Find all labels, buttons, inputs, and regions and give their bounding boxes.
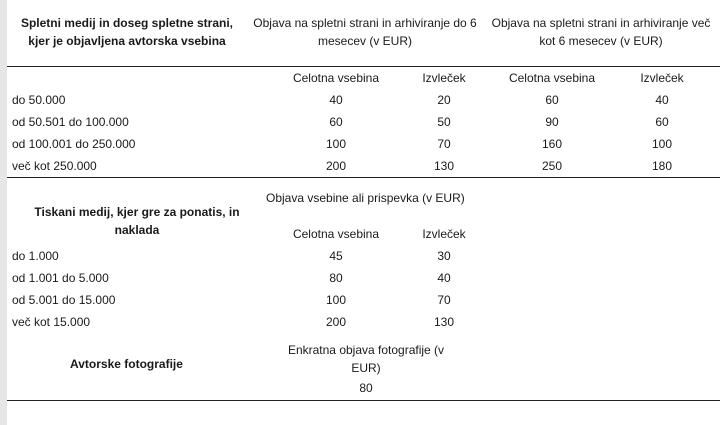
s2-cell: 45 <box>329 249 343 263</box>
s1-cell: 200 <box>325 159 347 173</box>
s2-cell: 80 <box>329 271 343 285</box>
s1-cell: 160 <box>541 137 563 151</box>
s1-row-label: do 50.000 <box>12 93 66 107</box>
s1-header-media: Spletni medij in doseg spletne strani, kjer je objavljena avtorska vsebina <box>20 16 234 48</box>
s3-header-photo-publication: Enkratna objava fotografije (v EUR) <box>287 343 445 375</box>
s2-cell: 200 <box>325 315 347 329</box>
s1-cell: 20 <box>437 93 451 107</box>
s2-row-label: do 1.000 <box>12 249 59 263</box>
s1-row-label: od 100.001 do 250.000 <box>12 137 136 151</box>
s1-bottom-divider <box>7 177 720 178</box>
s1-subheader-excerpt-2: Izvleček <box>640 71 684 85</box>
s2-header-print-media: Tiskani medij, kjer gre za ponatis, in naklada <box>34 205 240 237</box>
left-margin-bar <box>0 0 7 425</box>
s2-row-label: od 5.001 do 15.000 <box>12 293 116 307</box>
s1-cell: 130 <box>433 159 455 173</box>
s1-cell: 180 <box>651 159 673 173</box>
s1-cell: 100 <box>325 137 347 151</box>
s3-label-photos: Avtorske fotografije <box>70 357 183 371</box>
s2-cell: 130 <box>433 315 455 329</box>
s1-cell: 70 <box>437 137 451 151</box>
s1-row-label: več kot 250.000 <box>12 159 97 173</box>
s1-cell: 60 <box>329 115 343 129</box>
s1-subheader-full-2: Celotna vsebina <box>508 71 596 85</box>
s1-cell: 40 <box>329 93 343 107</box>
s2-subheader-full: Celotna vsebina <box>292 227 380 241</box>
s1-cell: 60 <box>545 93 559 107</box>
s2-header-publication: Objava vsebine ali prispevka (v EUR) <box>266 191 465 205</box>
s1-cell: 50 <box>437 115 451 129</box>
s1-header-archive-over-6m: Objava na spletni strani in arhiviranje več kot 6 mesecev (v EUR) <box>491 16 711 48</box>
s1-cell: 90 <box>545 115 559 129</box>
s2-cell: 100 <box>325 293 347 307</box>
s1-row-label: od 50.501 do 100.000 <box>12 115 129 129</box>
s1-cell: 60 <box>655 115 669 129</box>
s1-cell: 250 <box>541 159 563 173</box>
s2-cell: 40 <box>437 271 451 285</box>
s2-cell: 70 <box>437 293 451 307</box>
s2-row-label: od 1.001 do 5.000 <box>12 271 109 285</box>
s2-subheader-excerpt: Izvleček <box>422 227 466 241</box>
s1-subheader-excerpt-1: Izvleček <box>422 71 466 85</box>
s1-cell: 100 <box>651 137 673 151</box>
table-bottom-divider <box>7 400 720 401</box>
s1-header-divider <box>7 66 720 67</box>
s2-row-label: več kot 15.000 <box>12 315 91 329</box>
s1-subheader-full-1: Celotna vsebina <box>292 71 380 85</box>
s3-value: 80 <box>359 381 373 395</box>
s1-header-archive-6m: Objava na spletni strani in arhiviranje do 6 mesecev (v EUR) <box>253 16 477 48</box>
s2-cell: 30 <box>437 249 451 263</box>
s1-cell: 40 <box>655 93 669 107</box>
